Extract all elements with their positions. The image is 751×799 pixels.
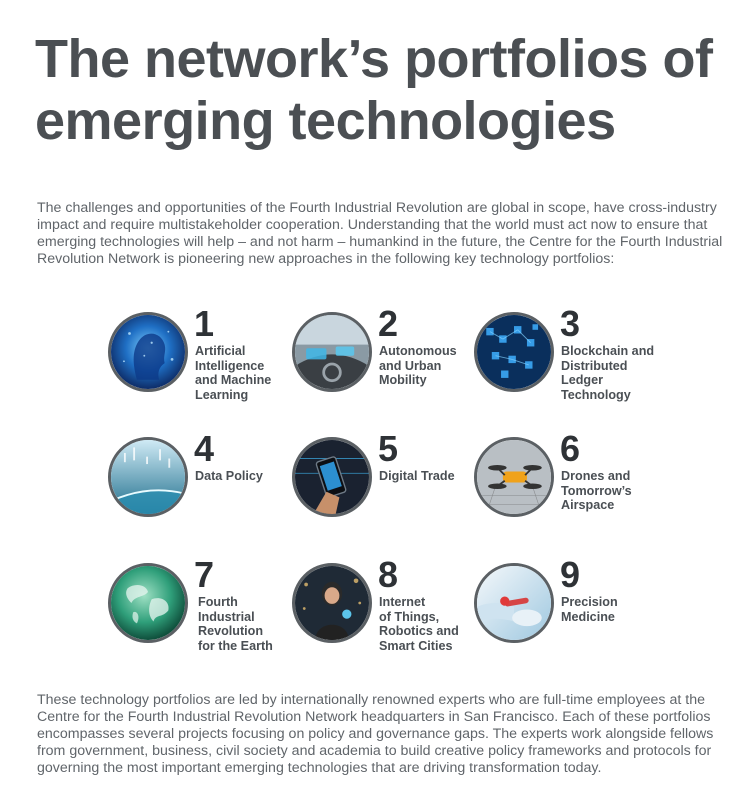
portfolio-number: 4	[194, 428, 215, 469]
portfolio-number: 2	[378, 303, 399, 344]
autonomous-car-image	[292, 312, 372, 392]
portfolio-number: 8	[378, 554, 399, 595]
data-road-image	[108, 437, 188, 517]
portfolio-item-medicine	[474, 554, 704, 673]
portfolio-label: Autonomous and Urban Mobility	[379, 344, 457, 388]
portfolio-label: Internet of Things, Robotics and Smart Cities	[379, 595, 459, 653]
blockchain-image	[474, 312, 554, 392]
portfolio-item-drones	[474, 428, 704, 547]
portfolio-number: 7	[194, 554, 215, 595]
portfolio-label: Drones and Tomorrow’s Airspace	[561, 469, 632, 513]
ai-head-image	[108, 312, 188, 392]
portfolio-label: Artificial Intelligence and Machine Learning	[195, 344, 272, 402]
outro-paragraph: These technology portfolios are led by internationally renowned experts who are full-time employees at the Centre for the Fourth Industrial Revolution Network headquarters in San Francisco. Each of these portfolios encompasses several projects focusing on policy and governance gaps. The experts work alongside fellows from government, business, civil society and academia to build creative policy frameworks and protocols for governing the most important emerging technologies that are driving transformation today.	[37, 692, 714, 776]
drone-image	[474, 437, 554, 517]
portfolio-label: Fourth Industrial Revolution for the Earth	[198, 595, 273, 653]
portfolio-number: 5	[378, 428, 399, 469]
portfolio-number: 6	[560, 428, 581, 469]
precision-medicine-image	[474, 563, 554, 643]
iot-person-image	[292, 563, 372, 643]
portfolio-number: 3	[560, 303, 581, 344]
portfolio-number: 9	[560, 554, 581, 595]
intro-paragraph: The challenges and opportunities of the Fourth Industrial Revolution are global in scope, have cross-industry impact and require multistakeholder cooperation. Understanding that the world must act now to ensure that emerging technologies will help – and not harm – humankind in the future, the Centre for the Fourth Industrial Revolution Network is pioneering new approaches in the following key technology portfolios:	[37, 200, 723, 267]
portfolio-label: Digital Trade	[379, 469, 455, 483]
portfolio-label: Blockchain and Distributed Ledger Technology	[561, 344, 655, 402]
portfolio-item-blockchain	[474, 303, 704, 422]
smartphone-trade-image	[292, 437, 372, 517]
portfolio-label: Precision Medicine	[561, 595, 618, 624]
page-title: The network’s portfolios of emerging technologies	[35, 29, 713, 151]
earth-globe-image	[108, 563, 188, 643]
portfolio-label: Data Policy	[195, 469, 263, 483]
portfolio-number: 1	[194, 303, 215, 344]
